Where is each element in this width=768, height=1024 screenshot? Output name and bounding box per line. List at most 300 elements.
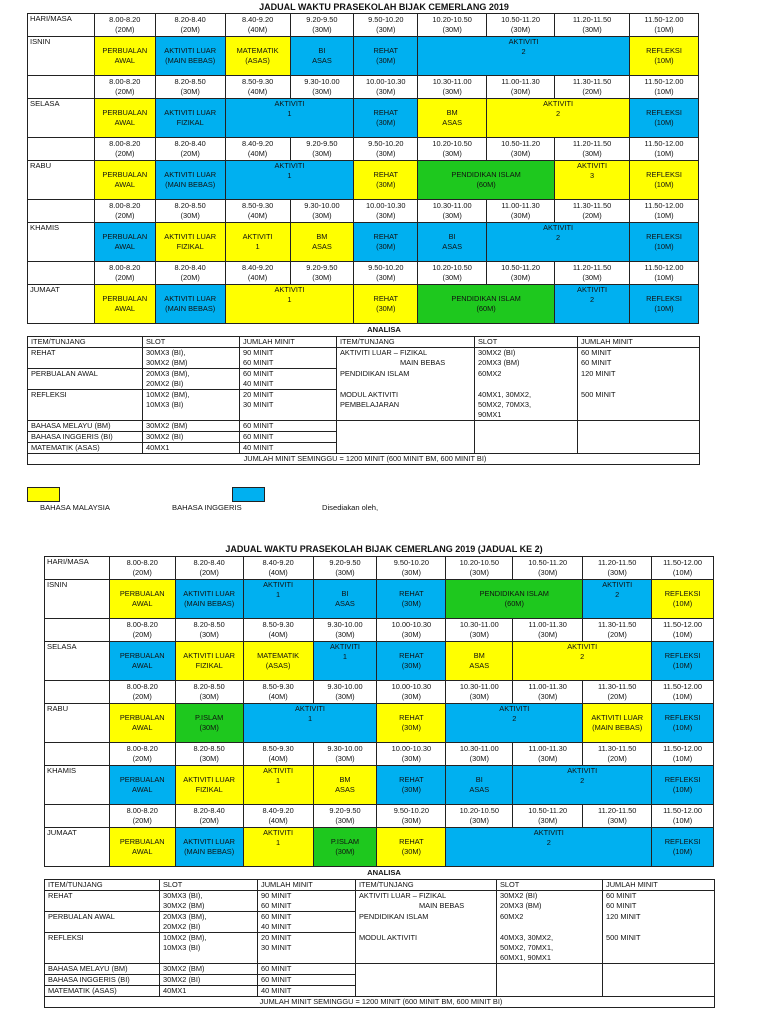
cell-text: (30M) xyxy=(469,816,489,825)
analisa-cell xyxy=(258,891,356,912)
subject-cell xyxy=(418,37,630,76)
cell-text: REHAT xyxy=(373,170,399,179)
cell-text: AKTIVITI xyxy=(533,828,564,837)
cell-text: (20M) xyxy=(132,568,152,577)
analisa-text: 30 MINIT xyxy=(243,400,274,409)
cell-text: PERBUALAN xyxy=(102,294,148,303)
analisa-cell xyxy=(603,985,715,996)
cell-text: 3 xyxy=(589,171,595,180)
analisa-cell xyxy=(28,420,143,431)
cell-text: 8.50-9.30 xyxy=(241,201,274,210)
subject-cell xyxy=(555,161,630,200)
cell-text: 11.20-11.50 xyxy=(572,139,612,148)
cell-text: 10.00-10.30 xyxy=(366,77,406,86)
cell-text: (30M) xyxy=(538,692,558,701)
cell-text: (10M) xyxy=(672,630,693,639)
cell-text: AWAL xyxy=(114,180,135,189)
cell-text: (10M) xyxy=(654,118,674,127)
analisa-row xyxy=(45,974,715,985)
cell-text: (20M) xyxy=(115,149,135,158)
analisa-text: 60MX1, 90MX1 xyxy=(500,952,551,962)
cell-text: AKTIVITI LUAR xyxy=(164,170,217,179)
cell-text: (30M) xyxy=(376,304,396,313)
cell-text: 2 xyxy=(589,295,595,304)
cell-text: 11.00-11.30 xyxy=(501,201,540,210)
analisa-text: REFLEKSI xyxy=(48,933,84,942)
subject-cell xyxy=(175,766,243,805)
subject-cell xyxy=(354,37,418,76)
day-row-selasa xyxy=(45,642,714,681)
subject-cell xyxy=(446,642,513,681)
cell-text: 8.50-9.30 xyxy=(262,682,294,691)
cell-text: P.ISLAM xyxy=(195,713,224,722)
cell-text: (30M) xyxy=(401,816,422,825)
cell-text: 11.00-11.30 xyxy=(528,744,567,753)
cell-text: 1 xyxy=(276,838,281,847)
analisa-text: 90 MINIT xyxy=(261,891,292,900)
cell-text: (30M) xyxy=(401,785,422,794)
cell-text: (10M) xyxy=(672,599,693,608)
analisa-text: BAHASA MELAYU (BM) xyxy=(31,420,111,430)
cell-text: (20M) xyxy=(132,754,152,763)
cell-text: BI xyxy=(475,775,483,784)
cell-text: 10.00-10.30 xyxy=(366,201,406,210)
cell-text: AKTIVITI xyxy=(263,828,294,837)
cell-text: (30M) xyxy=(442,211,462,220)
time-slot xyxy=(418,200,487,223)
analisa-text: 500 MINIT xyxy=(606,932,641,942)
cell-text: 8.20-8.40 xyxy=(193,806,225,815)
analisa-text: 20MX3 (BM), xyxy=(146,369,190,378)
cell-text: (30M) xyxy=(469,568,489,577)
analisa-cell xyxy=(337,369,475,390)
subject-cell xyxy=(630,223,699,262)
cell-text: (MAIN BEBAS) xyxy=(592,723,643,732)
time-slot xyxy=(155,200,225,223)
day-label: SELASA xyxy=(28,99,95,138)
subject-cell xyxy=(155,99,225,138)
analisa-text: 60 MINIT xyxy=(261,963,292,973)
cell-text: REHAT xyxy=(373,294,399,303)
time-slot xyxy=(175,743,243,766)
cell-text: 11.50-12.00 xyxy=(644,77,684,86)
cell-text: (30M) xyxy=(199,692,219,701)
cell-text: (10M) xyxy=(654,25,674,34)
cell-text: (40M) xyxy=(268,816,288,825)
time-slot xyxy=(175,557,243,580)
cell-text: AKTIVITI xyxy=(577,161,607,170)
cell-text: REFLEKSI xyxy=(664,775,701,784)
time-slot xyxy=(418,76,487,99)
cell-text: (20M) xyxy=(199,816,219,825)
analisa-cell xyxy=(240,420,337,431)
analisa-text: 40 MINIT xyxy=(261,985,292,995)
cell-text: (30M) xyxy=(199,723,219,732)
cell-text: 1 xyxy=(287,171,292,180)
analisa-text: 60 MINIT xyxy=(261,901,292,910)
analisa-cell xyxy=(497,933,603,964)
day-label: JUMAAT xyxy=(45,828,110,867)
analisa-text: 30 MINIT xyxy=(261,943,292,952)
analisa-cell xyxy=(45,891,160,912)
cell-text: (10M) xyxy=(654,242,674,251)
analisa-row xyxy=(28,442,700,453)
analisa-text: BAHASA MELAYU (BM) xyxy=(48,963,128,973)
cell-text: 10.50-11.20 xyxy=(501,15,541,24)
analisa-cell xyxy=(356,933,497,964)
cell-text: (20M) xyxy=(199,568,219,577)
time-slot xyxy=(109,805,175,828)
cell-text: 8.00-8.20 xyxy=(109,77,141,86)
time-slot xyxy=(446,557,513,580)
analisa-text: 40MX3, 30MX2, xyxy=(500,932,553,942)
cell-text: (30M) xyxy=(538,754,558,763)
cell-text: (30M) xyxy=(376,242,396,251)
cell-text: (40M) xyxy=(268,754,288,763)
cell-text: MATEMATIK xyxy=(236,46,279,55)
cell-text: (ASAS) xyxy=(245,56,270,65)
analisa-header-row xyxy=(45,880,715,891)
cell-text: PERBUALAN xyxy=(119,837,165,846)
time-row xyxy=(45,805,714,828)
legend-bi-swatch xyxy=(232,487,265,502)
analisa-text: 20 MINIT xyxy=(243,390,274,399)
cell-text: PERBUALAN xyxy=(119,713,165,722)
analisa-header-row xyxy=(28,337,700,348)
analisa-text: 120 MINIT xyxy=(606,911,641,921)
time-slot xyxy=(555,262,630,285)
time-slot xyxy=(225,14,290,37)
time-slot xyxy=(354,76,418,99)
cell-text: (30M) xyxy=(582,273,602,282)
cell-text: (20M) xyxy=(180,149,200,158)
analisa-header: JUMLAH MINIT xyxy=(258,880,356,891)
cell-text: 2 xyxy=(615,590,620,599)
analisa-cell xyxy=(475,442,578,453)
time-slot xyxy=(652,805,714,828)
subject-cell xyxy=(243,642,313,681)
cell-text: FIZIKAL xyxy=(195,785,223,794)
cell-text: (30M) xyxy=(469,692,489,701)
time-slot xyxy=(313,743,377,766)
cell-text: 10.00-10.30 xyxy=(391,620,432,629)
cell-text: 2 xyxy=(546,838,551,847)
time-slot xyxy=(555,14,630,37)
analisa-cell xyxy=(337,390,475,421)
subject-cell xyxy=(377,704,446,743)
cell-text: (30M) xyxy=(335,692,355,701)
cell-text: AKTIVITI LUAR xyxy=(164,108,217,117)
cell-text: (30M) xyxy=(510,25,531,34)
cell-text: (30M) xyxy=(312,273,332,282)
analisa-cell xyxy=(337,420,475,431)
subject-cell xyxy=(109,704,175,743)
cell-text: (30M) xyxy=(335,816,355,825)
cell-text: 8.50-9.30 xyxy=(241,77,274,86)
cell-text: 9.20-9.50 xyxy=(306,15,338,24)
time-slot xyxy=(109,743,175,766)
cell-text: AWAL xyxy=(114,56,135,65)
analisa-cell xyxy=(258,985,356,996)
cell-text: 10.30-11.00 xyxy=(459,620,499,629)
subject-cell xyxy=(652,704,714,743)
time-slot xyxy=(555,200,630,223)
analisa-cell xyxy=(28,369,143,390)
analisa-cell xyxy=(578,390,700,421)
cell-text: FIZIKAL xyxy=(176,242,204,251)
time-row-blank xyxy=(28,200,95,223)
cell-text: AKTIVITI xyxy=(508,37,539,46)
prepared-by: Disediakan oleh, xyxy=(322,503,379,512)
cell-text: 11.30-11.50 xyxy=(572,201,612,210)
analisa-cell xyxy=(603,912,715,933)
subject-cell xyxy=(487,223,630,262)
time-slot xyxy=(354,200,418,223)
analisa-cell xyxy=(578,420,700,431)
cell-text: REHAT xyxy=(373,108,399,117)
cell-text: ASAS xyxy=(469,661,490,670)
analisa-text: 20MX2 (BI) xyxy=(146,379,184,388)
analisa-row xyxy=(45,912,715,933)
subject-cell xyxy=(225,99,354,138)
cell-text: 8.50-9.30 xyxy=(262,744,294,753)
day-label: KHAMIS xyxy=(45,766,110,805)
subject-cell xyxy=(418,285,555,324)
cell-text: AKTIVITI xyxy=(295,704,325,713)
cell-text: 11.20-11.50 xyxy=(572,15,612,24)
subject-cell xyxy=(513,766,652,805)
analisa-2-table xyxy=(44,879,715,1008)
analisa-text: 10MX3 (BI) xyxy=(163,943,201,952)
legend-bm-label: BAHASA MALAYSIA xyxy=(40,503,110,512)
analisa-cell xyxy=(160,963,258,974)
analisa-cell xyxy=(578,369,700,390)
subject-cell xyxy=(175,704,243,743)
day-row-selasa xyxy=(28,99,699,138)
legend-bm-swatch xyxy=(27,487,60,502)
subject-cell xyxy=(313,828,377,867)
subject-cell xyxy=(652,766,714,805)
cell-text: (30M) xyxy=(376,87,396,96)
analisa-cell xyxy=(497,912,603,933)
day-label: ISNIN xyxy=(28,37,95,76)
time-slot xyxy=(155,138,225,161)
analisa-text: 20 MINIT xyxy=(261,933,292,942)
analisa-text: 60 MINIT xyxy=(243,431,274,441)
subject-cell xyxy=(630,161,699,200)
cell-text: AKTIVITI xyxy=(543,99,574,108)
cell-text: (30M) xyxy=(582,149,602,158)
analisa-text: 30MX2 (BI) xyxy=(500,891,538,900)
analisa-text: MATEMATIK (ASAS) xyxy=(48,985,117,995)
time-slot xyxy=(243,681,313,704)
time-slot xyxy=(652,681,714,704)
analisa-text: 40 MINIT xyxy=(243,442,274,452)
cell-text: ASAS xyxy=(442,242,462,251)
cell-text: 11.50-12.00 xyxy=(663,806,703,815)
cell-text: PERBUALAN xyxy=(119,651,165,660)
cell-text: PERBUALAN xyxy=(119,589,165,598)
cell-text: 8.00-8.20 xyxy=(109,201,141,210)
analisa-cell xyxy=(45,933,160,964)
analisa-text: MAIN BEBAS xyxy=(419,901,465,910)
cell-text: (30M) xyxy=(401,723,422,732)
day-label: KHAMIS xyxy=(28,223,95,262)
cell-text: 8.20-8.40 xyxy=(174,263,206,272)
cell-text: (10M) xyxy=(672,661,693,670)
analisa-text: 60 MINIT xyxy=(581,348,612,357)
analisa-cell xyxy=(497,963,603,974)
time-slot xyxy=(583,681,652,704)
cell-text: (10M) xyxy=(654,211,674,220)
analisa-text: 60MX2 xyxy=(478,368,502,378)
analisa-cell xyxy=(45,985,160,996)
cell-text: (30M) xyxy=(510,149,531,158)
cell-text: 11.50-12.00 xyxy=(663,558,703,567)
cell-text: (60M) xyxy=(476,180,496,189)
cell-text: AKTIVITI xyxy=(567,766,598,775)
cell-text: 10.50-11.20 xyxy=(501,139,541,148)
cell-text: (20M) xyxy=(607,754,627,763)
cell-text: AWAL xyxy=(132,785,153,794)
analisa-text: 10MX3 (BI) xyxy=(146,400,184,409)
time-slot xyxy=(487,200,555,223)
analisa-2-title: ANALISA xyxy=(367,868,401,877)
cell-text: PENDIDIKAN ISLAM xyxy=(479,589,549,598)
subject-cell xyxy=(155,223,225,262)
analisa-cell xyxy=(28,442,143,453)
analisa-header: JUMLAH MINIT xyxy=(240,337,337,348)
time-slot xyxy=(487,76,555,99)
cell-text: 2 xyxy=(521,47,526,56)
time-slot xyxy=(652,619,714,642)
cell-text: 9.30-10.00 xyxy=(304,77,340,86)
analisa-text: 30MX3 (BI), xyxy=(163,891,203,900)
subject-cell xyxy=(290,37,354,76)
cell-text: ASAS xyxy=(312,56,332,65)
analisa-text: 60 MINIT xyxy=(606,901,637,910)
cell-text: AWAL xyxy=(114,304,135,313)
analisa-row xyxy=(45,891,715,912)
analisa-cell xyxy=(578,348,700,369)
cell-text: (30M) xyxy=(376,273,396,282)
cell-text: (20M) xyxy=(582,87,602,96)
subject-cell xyxy=(418,99,487,138)
analisa-header: ITEM/TUNJANG xyxy=(337,337,475,348)
cell-text: AKTIVITI xyxy=(567,642,598,651)
time-slot xyxy=(175,805,243,828)
analisa-text: 30MX2 (BI) xyxy=(163,974,201,984)
cell-text: AKTIVITI LUAR xyxy=(164,232,217,241)
analisa-cell xyxy=(143,369,240,390)
cell-text: 10.20-10.50 xyxy=(432,15,472,24)
analisa-row xyxy=(28,369,700,390)
cell-text: AKTIVITI xyxy=(274,161,305,170)
analisa-text: 50MX2, 70MX3, xyxy=(478,399,531,409)
analisa-cell xyxy=(603,891,715,912)
analisa-text: BAHASA INGGERIS (BI) xyxy=(31,431,113,441)
cell-text: FIZIKAL xyxy=(176,118,204,127)
cell-text: 8.00-8.20 xyxy=(126,682,158,691)
cell-text: 9.20-9.50 xyxy=(306,263,338,272)
cell-text: REFLEKSI xyxy=(646,232,682,241)
cell-text: 8.00-8.20 xyxy=(126,806,158,815)
cell-text: (10M) xyxy=(672,847,693,856)
cell-text: 11.30-11.50 xyxy=(598,744,637,753)
cell-text: 10.50-11.20 xyxy=(528,558,568,567)
analisa-total-row xyxy=(28,453,700,464)
cell-text: (MAIN BEBAS) xyxy=(165,56,216,65)
analisa-cell xyxy=(143,390,240,421)
analisa-text: PENDIDIKAN ISLAM xyxy=(359,911,429,921)
time-slot xyxy=(513,743,583,766)
cell-text: (40M) xyxy=(247,25,268,34)
cell-text: 8.20-8.50 xyxy=(193,682,225,691)
cell-text: 9.30-10.00 xyxy=(327,620,363,629)
cell-text: 1 xyxy=(307,714,313,723)
time-slot xyxy=(94,138,155,161)
time-slot xyxy=(175,619,243,642)
time-slot xyxy=(446,805,513,828)
timetable-2-section xyxy=(0,540,768,1024)
cell-text: ASAS xyxy=(442,118,462,127)
cell-text: (40M) xyxy=(268,568,288,577)
subject-cell xyxy=(155,161,225,200)
legend-bi-label: BAHASA INGGERIS xyxy=(172,503,242,512)
time-slot xyxy=(652,557,714,580)
cell-text: (30M) xyxy=(442,87,462,96)
analisa-text: 60 MINIT xyxy=(581,358,612,367)
analisa-text: 60MX2 xyxy=(500,911,524,921)
cell-text: AKTIVITI xyxy=(499,704,530,713)
analisa-text: MODUL AKTIVITI xyxy=(359,932,418,942)
time-slot xyxy=(243,619,313,642)
cell-text: (MAIN BEBAS) xyxy=(184,847,235,856)
analisa-header: ITEM/TUNJANG xyxy=(28,337,143,348)
cell-text: 8.20-8.40 xyxy=(174,139,206,148)
time-slot xyxy=(487,14,555,37)
time-slot xyxy=(583,557,652,580)
subject-cell xyxy=(225,285,354,324)
cell-text: 10.50-11.20 xyxy=(528,806,568,815)
analisa-text: PERBUALAN AWAL xyxy=(31,369,98,378)
day-row-khamis xyxy=(28,223,699,262)
cell-text: AKTIVITI LUAR xyxy=(183,651,236,660)
cell-text: 8.40-9.20 xyxy=(262,558,294,567)
cell-text: 11.30-11.50 xyxy=(572,77,612,86)
cell-text: (30M) xyxy=(312,149,332,158)
subject-cell xyxy=(583,704,652,743)
cell-text: AKTIVITI LUAR xyxy=(164,46,217,55)
analisa-cell xyxy=(160,985,258,996)
cell-text: 10.30-11.00 xyxy=(432,201,472,210)
cell-text: 1 xyxy=(287,109,292,118)
cell-text: 10.20-10.50 xyxy=(459,558,500,567)
analisa-text: 30MX3 (BI), xyxy=(146,348,186,357)
cell-text: 2 xyxy=(580,652,585,661)
analisa-text: PENDIDIKAN ISLAM xyxy=(340,368,410,378)
analisa-text: 20MX3 (BM), xyxy=(163,912,207,921)
time-slot xyxy=(377,557,446,580)
analisa-text: 50MX2, 70MX1, xyxy=(500,942,553,952)
cell-text: (10M) xyxy=(672,568,693,577)
cell-text: 9.20-9.50 xyxy=(329,806,361,815)
time-row xyxy=(28,138,699,161)
timetable-2-grid xyxy=(44,556,714,867)
cell-text: (30M) xyxy=(538,630,558,639)
time-slot xyxy=(630,76,699,99)
cell-text: (60M) xyxy=(504,599,524,608)
